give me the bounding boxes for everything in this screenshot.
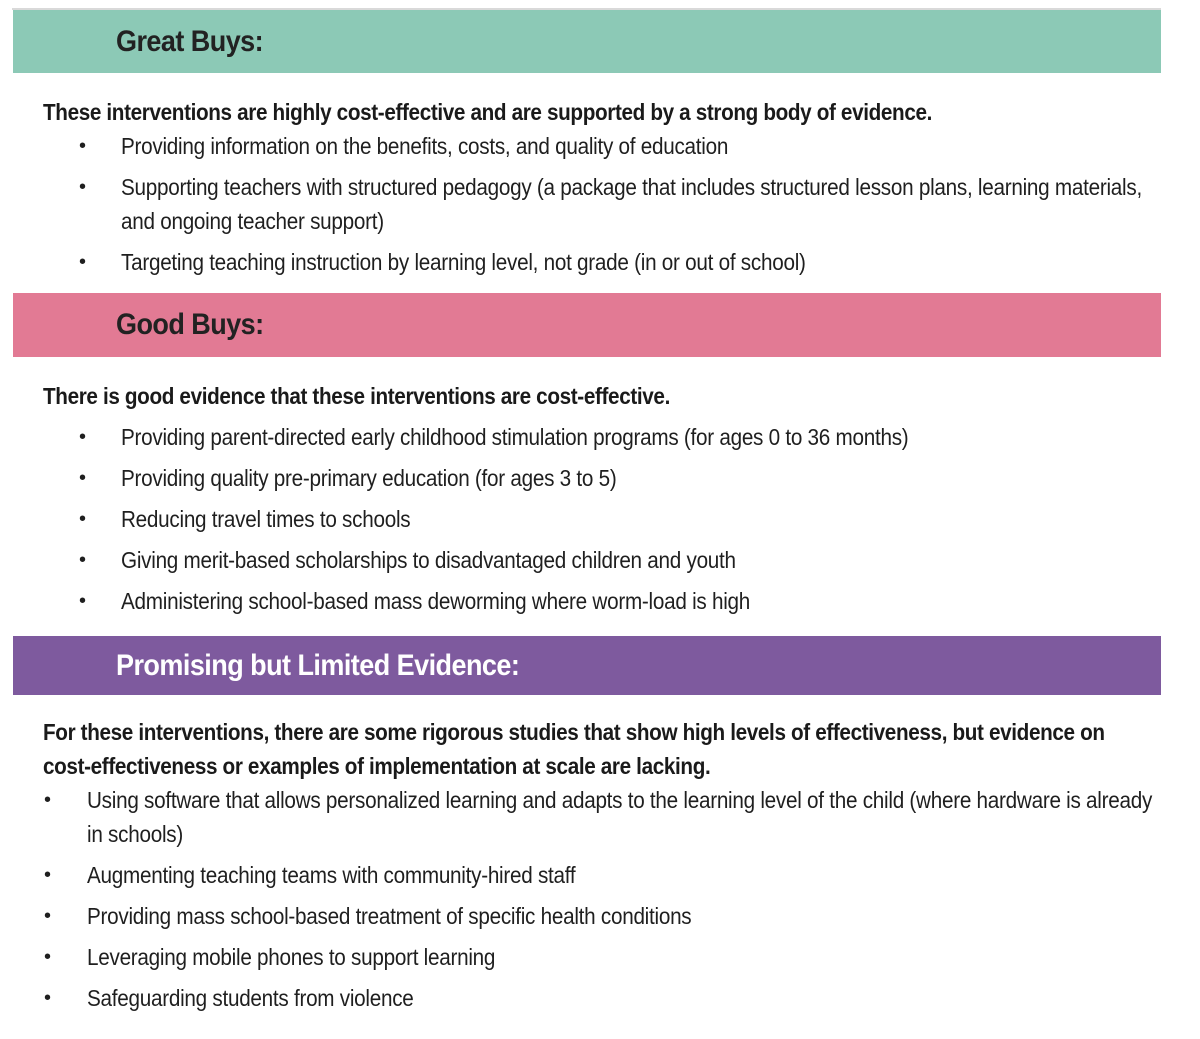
bullet-icon: • [44,905,51,927]
list-item: • Supporting teachers with structured pedagogy (a package that includes structured lesson plans, learning materials, and ongoing teacher support) [121,170,1151,238]
promising-evidence-banner [13,636,1161,695]
list-item: • Providing information on the benefits, costs, and quality of education [121,129,1151,163]
list-item: • Augmenting teaching teams with community-hired staff [87,858,1157,892]
great-buys-intro: These interventions are highly cost-effective and are supported by a strong body of evidence. [43,99,933,125]
bullet-icon: • [44,789,51,811]
list-item: • Leveraging mobile phones to support learning [87,940,1157,974]
good-buys-list [79,420,1151,618]
bullet-icon: • [79,590,86,612]
bullet-icon: • [79,508,86,530]
promising-evidence-intro: For these interventions, there are some rigorous studies that show high levels of effectiveness, but evidence on cost-effectiveness or examples of implementation at scale are lacking. [43,719,1105,779]
list-item: • Reducing travel times to schools [121,502,1151,536]
great-buys-list [79,129,1151,279]
bullet-icon: • [44,864,51,886]
bullet-icon: • [44,946,51,968]
great-buys-title: Great Buys: [116,24,264,58]
bullet-icon: • [79,467,86,489]
list-item: • Providing parent-directed early childhood stimulation programs (for ages 0 to 36 months) [121,420,1151,454]
list-item: • Safeguarding students from violence [87,981,1157,1015]
bullet-icon: • [79,176,86,198]
list-item: • Giving merit-based scholarships to disadvantaged children and youth [121,543,1151,577]
list-item: • Providing mass school-based treatment of specific health conditions [87,899,1157,933]
great-buys-banner [13,10,1161,73]
list-item: • Targeting teaching instruction by learning level, not grade (in or out of school) [121,245,1151,279]
list-item: • Using software that allows personalized learning and adapts to the learning level of the child (where hardware is already in schools) [87,783,1157,851]
bullet-icon: • [44,987,51,1009]
promising-evidence-list [44,783,1157,1015]
bullet-icon: • [79,251,86,273]
list-item: • Administering school-based mass deworming where worm-load is high [121,584,1151,618]
good-buys-title: Good Buys: [116,308,264,341]
good-buys-banner [13,293,1161,357]
bullet-icon: • [79,135,86,157]
bullet-icon: • [79,426,86,448]
good-buys-intro: There is good evidence that these interventions are cost-effective. [43,383,670,409]
bullet-icon: • [79,549,86,571]
promising-evidence-title: Promising but Limited Evidence: [116,648,520,682]
list-item: • Providing quality pre-primary education (for ages 3 to 5) [121,461,1151,495]
